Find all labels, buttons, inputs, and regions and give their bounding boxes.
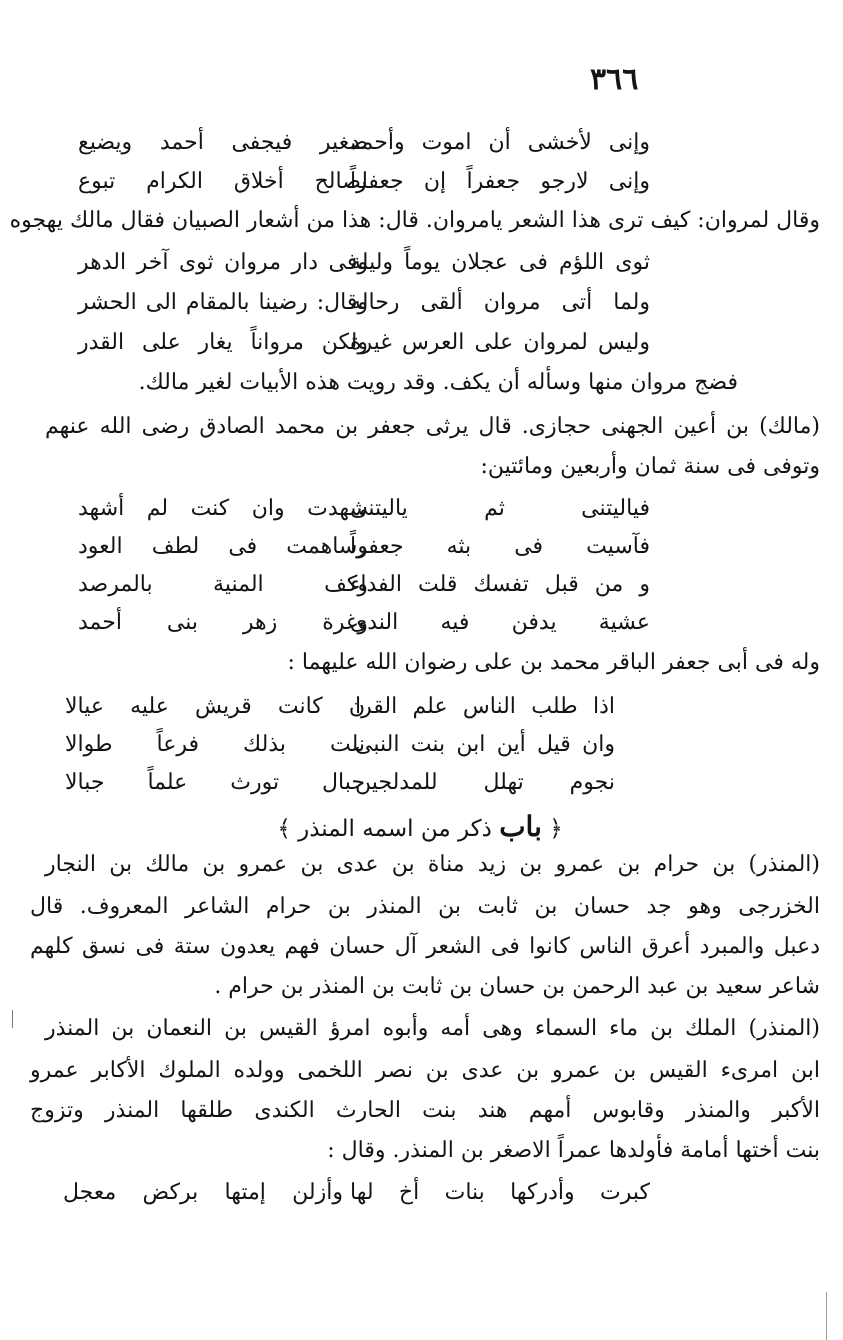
verse-second-hemistich: لصالح أخلاق الكرام تبوع [78,169,368,194]
verse-second-hemistich: وفى دار مروان ثوى آخر الدهر [78,250,368,275]
verse-second-hemistich: نلت بذلك فرعاً طوالا [65,732,365,757]
prose-line: (المنذر) الملك بن ماء السماء وهى أمه وأبوه امرؤ القيس بن النعمان بن المنذر [45,1016,820,1041]
verse-second-hemistich: جبال تورث علماً جبالا [65,770,365,795]
prose-line: وله فى أبى جعفر الباقر محمد بن على رضوان الله عليهما : [287,650,820,675]
verse-first-hemistich: وان قيل أين ابن بنت النبى [355,732,615,757]
verse-first-hemistich: و من قبل تفسك قلت الفداء [350,572,650,597]
verse-first-hemistich: كبرت وأدركها بنات أخ لها [350,1180,650,1205]
scan-edge-mark [826,1292,827,1340]
prose-line: وقال لمروان: كيف ترى هذا الشعر يامروان. قال: هذا من أشعار الصبيان فقال مالك يهجوه [9,208,820,233]
prose-line: (مالك) بن أعين الجهنى حجازى. قال يرثى جعفر بن محمد الصادق رضى الله عنهم [45,414,820,439]
verse-second-hemistich: وأزلن إمتها بركض معجل [63,1180,343,1205]
verse-first-hemistich: ولما أتى مروان ألقى رحاله [350,290,650,315]
verse-first-hemistich: نجوم تهلل للمدلجين [355,770,615,795]
prose-line: الخزرجى وهو جد حسان بن ثابت بن المنذر بن حرام الشاعر المعروف. قال [30,894,820,919]
verse-first-hemistich: فآسيت فى بثه جعفراً [350,534,650,559]
prose-line: (المنذر) بن حرام بن عمرو بن زيد مناة بن عدى بن عمرو بن مالك بن النجار [45,852,820,877]
verse-second-hemistich: وساهمت فى لطف العود [78,534,368,559]
prose-line: وتوفى فى سنة ثمان وأربعين ومائتين: [480,454,820,479]
verse-first-hemistich: وليس لمروان على العرس غيرة [350,330,650,355]
verse-first-hemistich: اذا طلب الناس علم القرا [355,694,615,719]
prose-line: ابن امرىء القيس بن عمرو بن عدى بن نصر اللخمى وولده الملوك الأكابر عمرو [30,1058,820,1083]
heading-lead: باب [499,810,542,843]
verse-second-hemistich: وقال: رضينا بالمقام الى الحشر [78,290,368,315]
verse-first-hemistich: ثوى اللؤم فى عجلان يوماً وليلة [350,250,650,275]
heading-ornament-right: ﴾ [277,816,291,842]
verse-first-hemistich: فياليتنى ثم ياليتنى [350,496,650,521]
heading-ornament-left: ﴿ [549,816,563,842]
verse-second-hemistich: صغير فيجفى أحمد ويضيع [78,130,368,155]
heading-text: ذكر من اسمه المنذر [298,816,492,842]
section-heading [255,808,585,848]
verse-second-hemistich: وكف المنية بالمرصد [78,572,368,597]
prose-line: فضج مروان منها وسأله أن يكف. وقد رويت هذه الأبيات لغير مالك. [138,370,738,395]
prose-line: شاعر سعيد بن عبد الرحمن بن حسان بن ثابت بن المنذر بن حرام . [214,974,820,999]
verse-first-hemistich: وإنى لارجو جعفراً إن جعفراً [350,169,650,194]
verse-second-hemistich: ولكن مرواناً يغار على القدر [78,330,368,355]
prose-line: بنت أختها أمامة فأولدها عمراً الاصغر بن المنذر. وقال : [327,1138,820,1163]
prose-line: دعبل والمبرد أعرق الناس كانوا فى الشعر آل حسان فهم يعدون ستة فى نسق كلهم [30,934,820,959]
margin-mark [12,1010,13,1028]
verse-second-hemistich: وغرة زهر بنى أحمد [78,610,368,635]
verse-first-hemistich: عشية يدفن فيه الندى [350,610,650,635]
prose-line: الأكبر والمنذر وقابوس أمهم هند بنت الحارث الكندى طلقها المنذر وتزوج [30,1098,820,1123]
page-number: ٣٦٦ [590,62,639,97]
verse-second-hemistich: ن كانت قريش عليه عيالا [65,694,365,719]
verse-first-hemistich: وإنى لأخشى أن اموت وأحمد [350,130,650,155]
verse-second-hemistich: شهدت وان كنت لم أشهد [78,496,368,521]
